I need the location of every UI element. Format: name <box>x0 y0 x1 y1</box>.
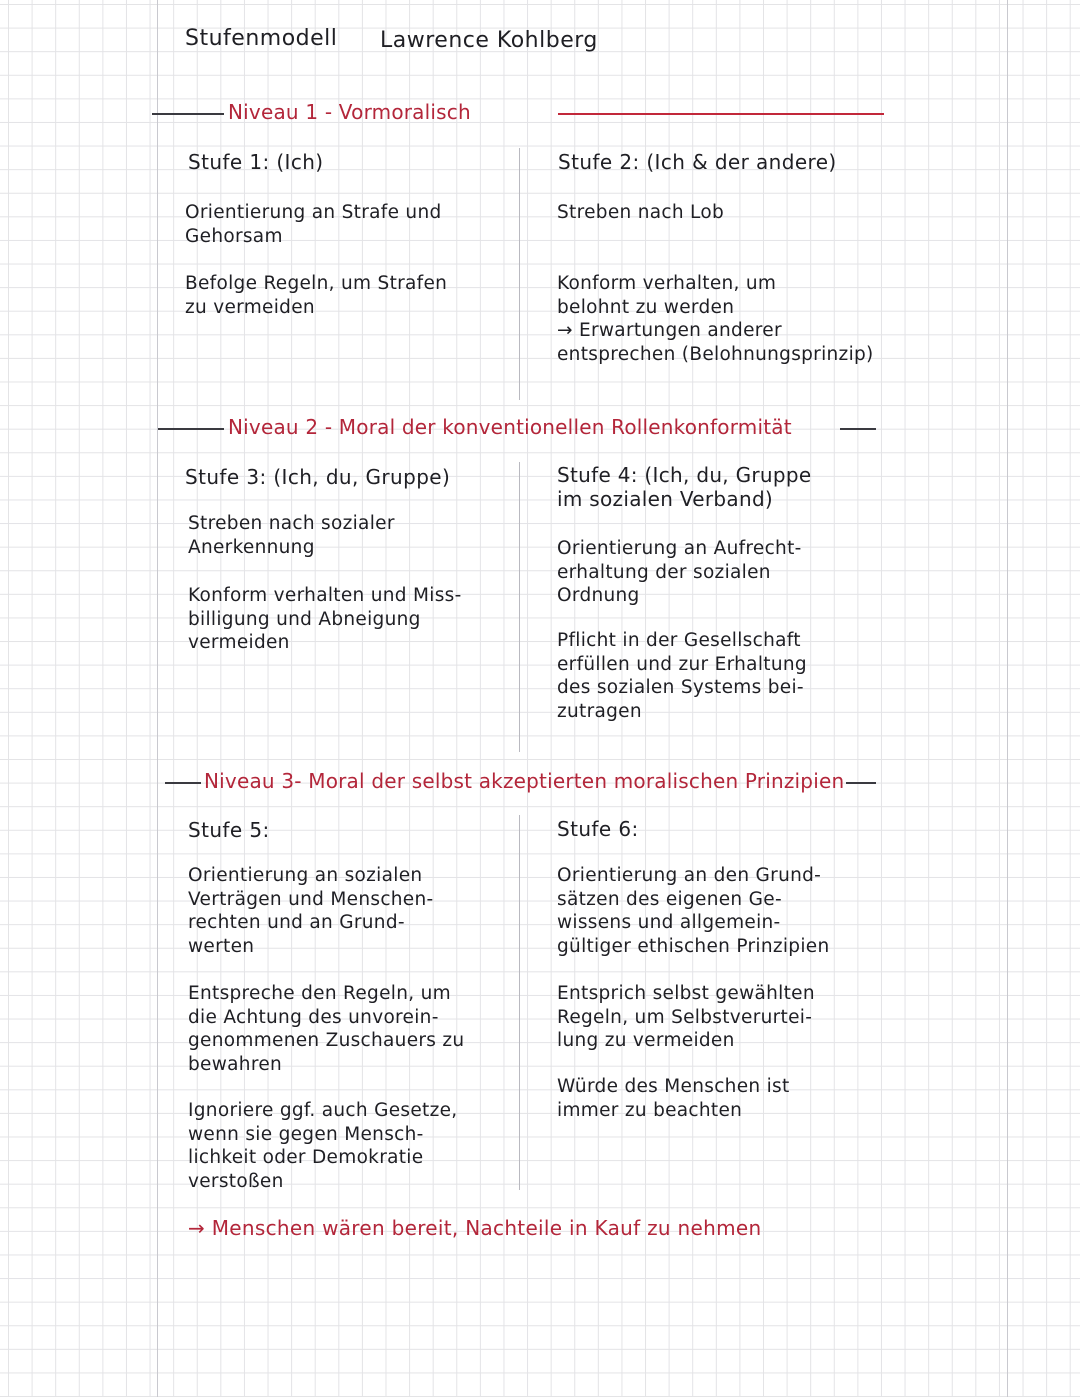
level-1-rule-right <box>558 113 884 115</box>
page-author: Lawrence Kohlberg <box>380 28 598 53</box>
conclusion-note: → Menschen wären bereit, Nachteile in Kauf zu nehmen <box>188 1216 762 1240</box>
stage-1-item-2: Befolge Regeln, um Strafen zu vermeiden <box>185 273 448 318</box>
level-3-column-divider <box>519 815 520 1190</box>
stage-5-item-1: Orientierung an sozialen Verträgen und Menschen- rechten und an Grund- werten <box>188 865 434 957</box>
level-2-column-divider <box>519 462 520 752</box>
left-margin-line <box>157 0 158 1397</box>
stage-6-item-2: Entsprich selbst gewählten Regeln, um Selbstverurtei- lung zu vermeiden <box>557 983 815 1051</box>
level-1-banner <box>0 98 1080 128</box>
stage-1-item-1: Orientierung an Strafe und Gehorsam <box>185 202 442 247</box>
level-2-banner <box>0 413 1080 443</box>
stage-6-item-3: Würde des Menschen ist immer zu beachten <box>557 1076 790 1121</box>
stage-4-heading: Stufe 4: (Ich, du, Gruppe im sozialen Verband) <box>557 463 812 511</box>
stage-2-item-1: Streben nach Lob <box>557 202 724 223</box>
stage-6-item-1: Orientierung an den Grund- sätzen des eigenen Ge- wissens und allgemein- gültiger ethischen Prinzipien <box>557 865 830 957</box>
level-3-rule-left <box>165 782 201 784</box>
stage-4-item-1: Orientierung an Aufrecht- erhaltung der sozialen Ordnung <box>557 538 802 606</box>
page-title: Stufenmodell <box>185 26 338 51</box>
level-2-label: Niveau 2 - Moral der konventionellen Rollenkonformität <box>228 415 792 439</box>
right-margin-line <box>1007 0 1008 1397</box>
stage-3-item-2: Konform verhalten und Miss- billigung und Abneigung vermeiden <box>188 585 462 653</box>
level-1-column-divider <box>519 148 520 400</box>
level-3-label: Niveau 3- Moral der selbst akzeptierten moralischen Prinzipien <box>204 769 845 793</box>
level-2-rule-left <box>158 428 224 430</box>
stage-3-heading: Stufe 3: (Ich, du, Gruppe) <box>185 465 451 489</box>
level-3-rule-right <box>846 782 876 784</box>
stage-2-heading: Stufe 2: (Ich & der andere) <box>558 150 837 174</box>
stage-1-heading: Stufe 1: (Ich) <box>188 150 324 174</box>
stage-5-item-3: Ignoriere ggf. auch Gesetze, wenn sie gegen Mensch- lichkeit oder Demokratie verstoßen <box>188 1100 458 1192</box>
level-1-rule-left <box>152 113 224 115</box>
level-3-banner <box>0 767 1080 797</box>
stage-5-heading: Stufe 5: <box>188 818 270 842</box>
stage-5-item-2: Entspreche den Regeln, um die Achtung des unvorein- genommenen Zuschauers zu bewahren <box>188 983 465 1075</box>
stage-4-item-2: Pflicht in der Gesellschaft erfüllen und zur Erhaltung des sozialen Systems bei- zutragen <box>557 630 807 722</box>
stage-6-heading: Stufe 6: <box>557 817 639 841</box>
level-2-rule-right <box>840 428 876 430</box>
stage-3-item-1: Streben nach sozialer Anerkennung <box>188 513 395 558</box>
level-1-label: Niveau 1 - Vormoralisch <box>228 100 471 124</box>
stage-2-item-2: Konform verhalten, um belohnt zu werden → Erwartungen anderer entsprechen (Belohnungsprinzip) <box>557 273 874 365</box>
